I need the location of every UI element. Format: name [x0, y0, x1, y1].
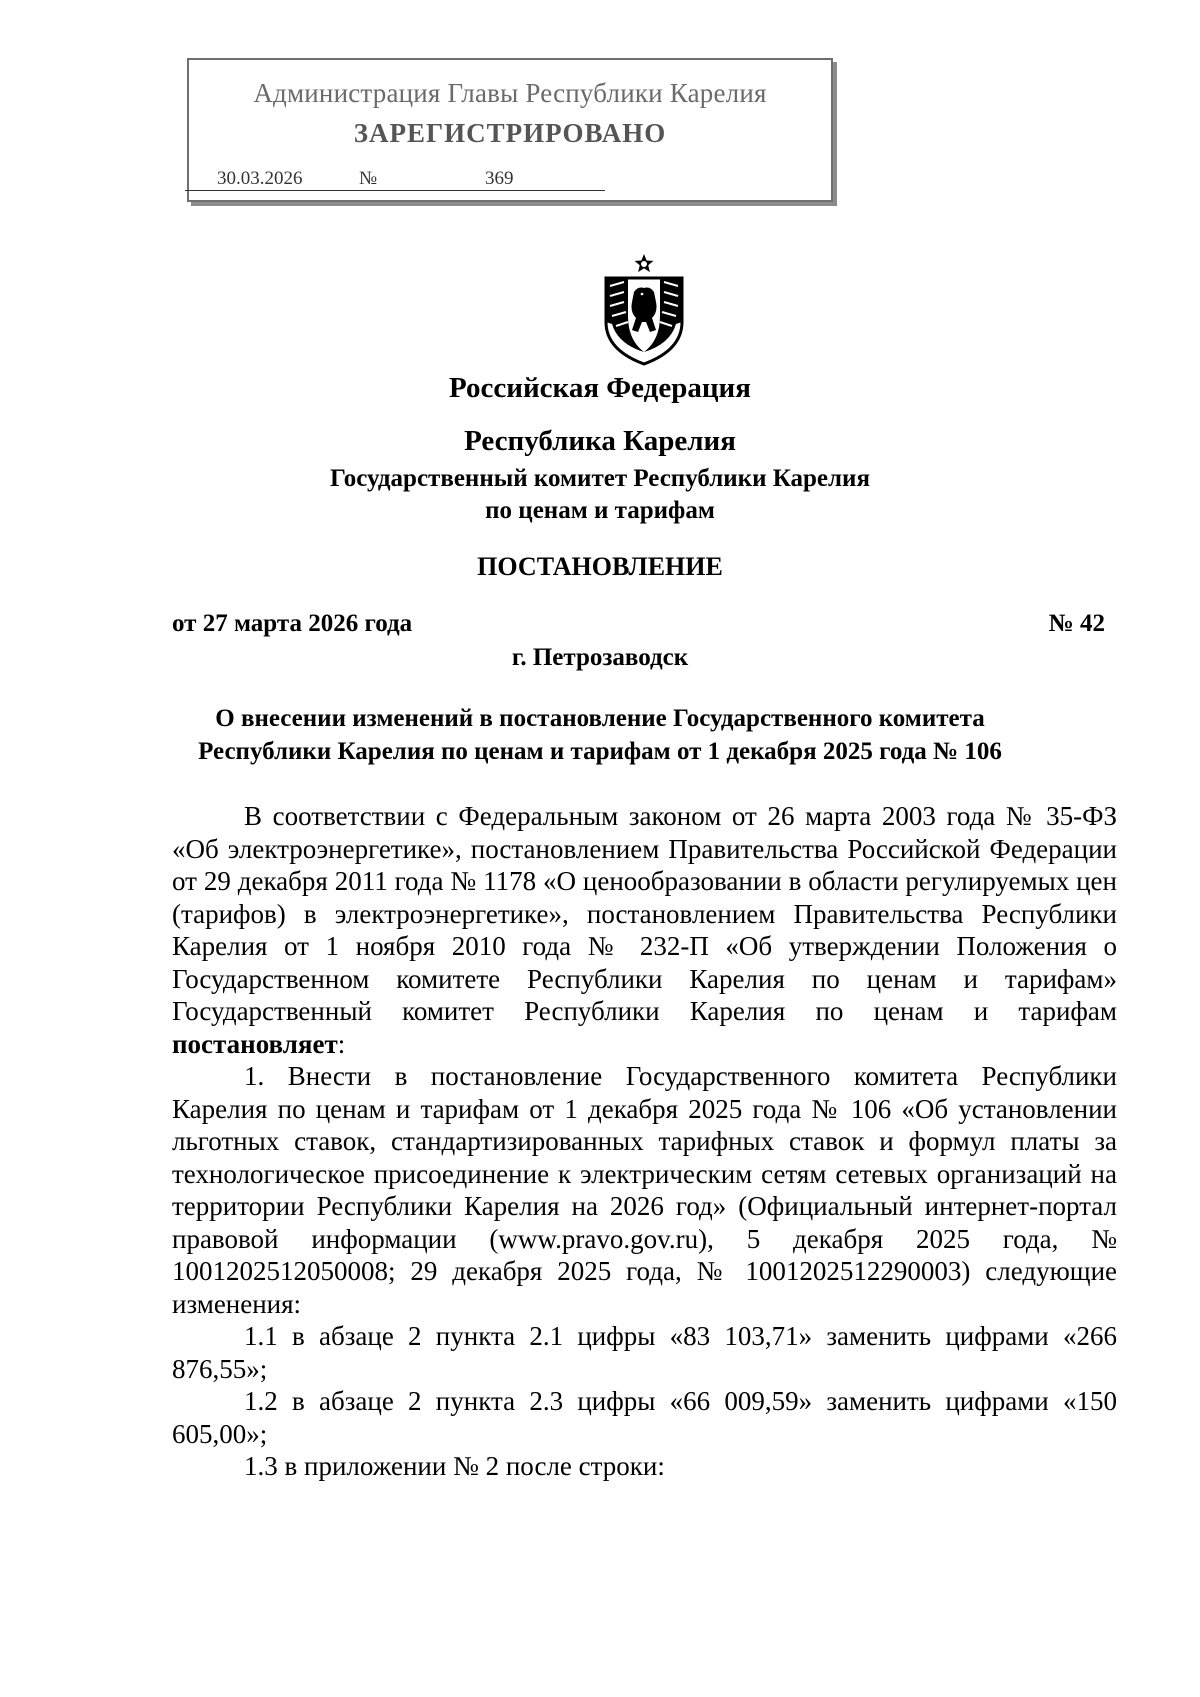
item-1-2: 1.2 в абзаце 2 пункта 2.3 цифры «66 009,59» заменить цифрами «150 605,00»; [172, 1386, 1117, 1449]
document-type: ПОСТАНОВЛЕНИЕ [477, 552, 723, 581]
document-title-line2: Республики Карелия по ценам и тарифам от 1 декабря 2025 года № 106 [198, 738, 1002, 765]
preamble-paragraph [172, 800, 1117, 1060]
preamble-end: : [337, 1028, 346, 1059]
item-1-1: 1.1 в абзаце 2 пункта 2.1 цифры «83 103,71» заменить цифрами «266 876,55»; [172, 1321, 1117, 1384]
document-number: № 42 [1048, 610, 1105, 637]
stamp-number-value: 369 [485, 168, 514, 189]
header-country: Российская Федерация [449, 372, 751, 404]
stamp-date: 30.03.2026 [217, 168, 303, 189]
stamp-organization: Администрация Главы Республики Карелия [253, 78, 767, 108]
document-body [172, 800, 1117, 1483]
header-committee-line2: по ценам и тарифам [485, 497, 715, 524]
stamp-underline [185, 190, 605, 191]
preamble-text: В соответствии с Федеральным законом от 26 марта 2003 года № 35-ФЗ «Об электроэнергетике», постановлением Правительства Российской Федерации от 29 декабря 2011 года № 1178 «О ценообразовании в области регулируемых цен (тарифов) в электроэнергетике», постановлением Правительства Республики Карелия от 1 ноября 2010 года № 232-П «Об утверждении Положения о Государственном комитете Республики Карелия по ценам и тарифам» Государственный комитет Республики Карелия по ценам и тарифам [172, 801, 1117, 1026]
stamp-status: ЗАРЕГИСТРИРОВАНО [353, 118, 667, 148]
item-1: 1. Внести в постановление Государственного комитета Республики Карелия по ценам и тарифам от 1 декабря 2025 года № 106 «Об установлении льготных ставок, стандартизированных тарифных ставок и формул платы за технологическое присоединение к электрическим сетям сетевых организаций на территории Республики Карелия на 2026 год» (Официальный интернет-портал правовой информации (www.pravo.gov.ru), 5 декабря 2025 года, № 1001202512050008; 29 декабря 2025 года, № 1001202512290003) следующие изменения: [172, 1061, 1117, 1319]
header-republic: Республика Карелия [464, 425, 736, 457]
stamp-number-label: № [359, 168, 378, 189]
karelia-coat-of-arms-icon [598, 252, 690, 366]
registration-stamp [187, 58, 833, 202]
document-title-line1: О внесении изменений в постановление Государственного комитета [215, 705, 985, 732]
header-committee-line1: Государственный комитет Республики Карелия [330, 465, 870, 492]
document-city: г. Петрозаводск [511, 644, 689, 671]
item-1-3: 1.3 в приложении № 2 после строки: [244, 1451, 665, 1481]
preamble-decree-word: постановляет [172, 1028, 338, 1059]
document-date: от 27 марта 2026 года [172, 610, 413, 637]
